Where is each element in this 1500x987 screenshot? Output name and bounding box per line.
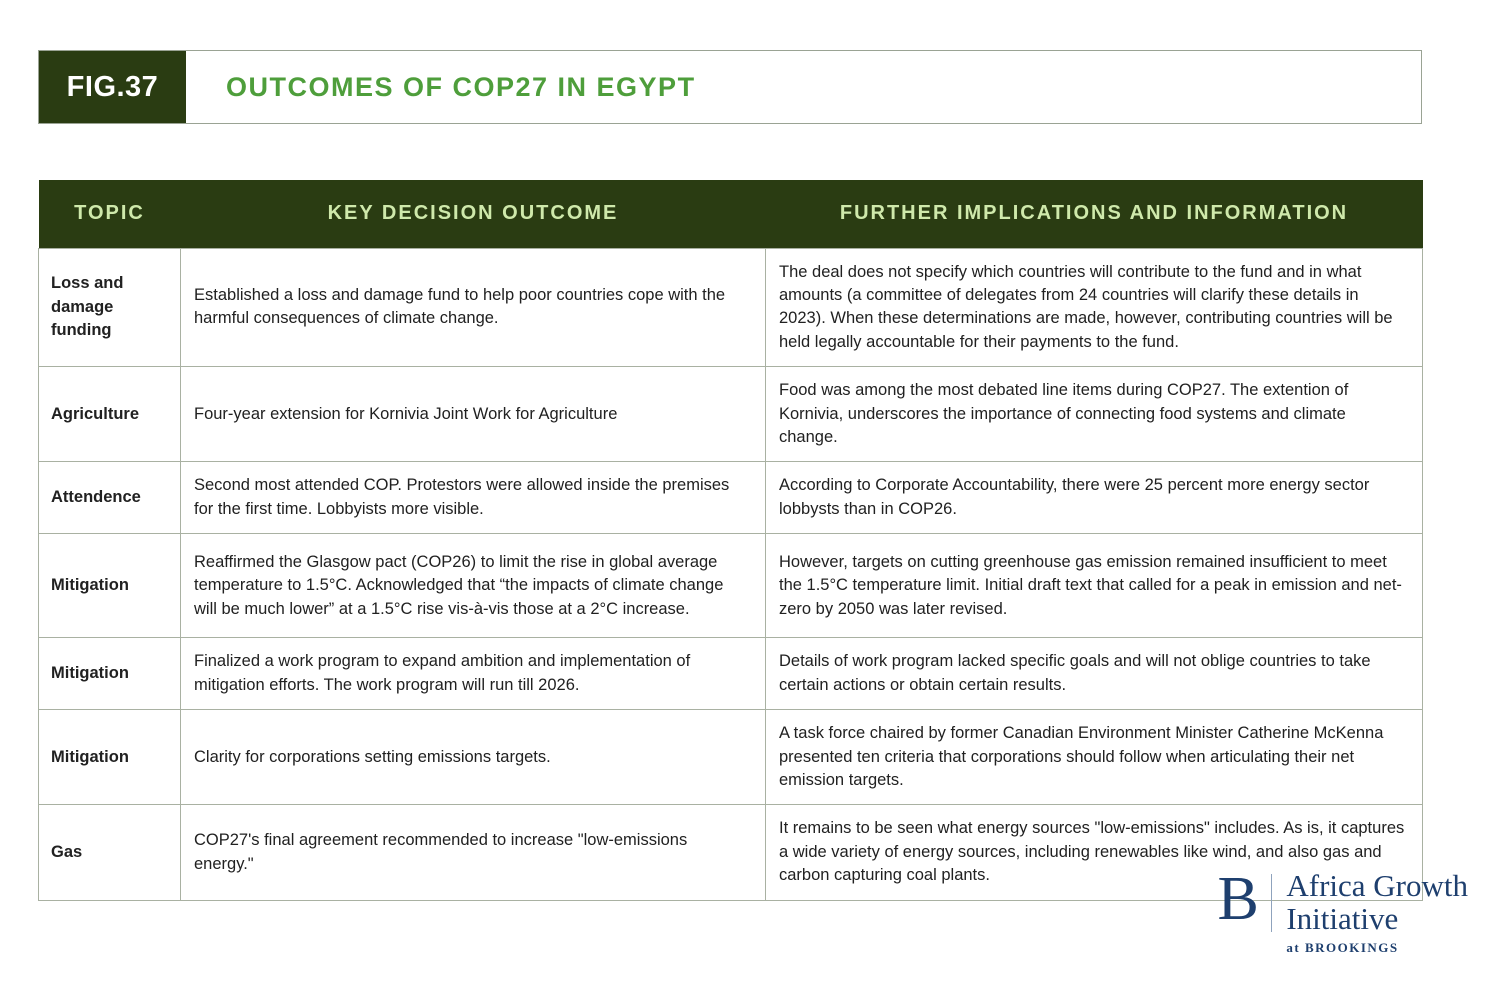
outcome-cell: Established a loss and damage fund to help poor countries cope with the harmful consequences of climate change. [181,248,766,367]
outcome-cell: Four-year extension for Kornivia Joint Work for Agriculture [181,367,766,462]
column-header-key-decision-outcome: KEY DECISION OUTCOME [181,180,766,248]
implications-cell: A task force chaired by former Canadian Environment Minister Catherine McKenna presented ten criteria that corporations should follow when articulating their net emission targets. [766,710,1423,805]
topic-cell: Mitigation [39,710,181,805]
implications-cell: However, targets on cutting greenhouse gas emission remained insufficient to meet the 1.5°C temperature limit. Initial draft text that called for a peak in emission and net-zero by 2050 was later revised. [766,534,1423,638]
logo-name-line1: Africa Growth [1286,868,1468,903]
cop27-outcomes-table [38,180,1423,901]
logo-text [1286,870,1468,956]
brookings-b-icon: B [1217,865,1259,933]
topic-cell: Gas [39,805,181,900]
figure-number-label: FIG.37 [39,51,186,123]
implications-cell: It remains to be seen what energy sources "low-emissions" includes. As is, it captures a wide variety of energy sources, including renewables like wind, and also gas and carbon capturing coal plants. [766,805,1423,900]
topic-cell: Attendence [39,462,181,534]
table-row [39,462,1423,534]
topic-cell: Agriculture [39,367,181,462]
africa-growth-initiative-logo [1217,865,1469,956]
outcome-cell: Clarity for corporations setting emissions targets. [181,710,766,805]
implications-cell: Food was among the most debated line items during COP27. The extention of Kornivia, underscores the importance of connecting food systems and climate change. [766,367,1423,462]
outcome-cell: COP27's final agreement recommended to increase "low-emissions energy." [181,805,766,900]
logo-name-line2: Initiative [1286,900,1399,936]
outcome-cell: Reaffirmed the Glasgow pact (COP26) to limit the rise in global average temperature to 1.5°C. Acknowledged that “the impacts of climate change will be much lower” at a 1.5°C rise vis-à-vis those at a 2°C increase. [181,534,766,638]
implications-cell: Details of work program lacked specific goals and will not oblige countries to take certain actions or obtain certain results. [766,638,1423,710]
table-header-row [39,180,1423,248]
figure-header [38,50,1422,124]
outcome-cell: Second most attended COP. Protestors were allowed inside the premises for the first time. Lobbyists more visible. [181,462,766,534]
logo-tagline: at BROOKINGS [1286,940,1399,956]
outcome-cell: Finalized a work program to expand ambition and implementation of mitigation efforts. The work program will run till 2026. [181,638,766,710]
table-row [39,638,1423,710]
column-header-topic: TOPIC [39,180,181,248]
topic-cell: Loss and damage funding [39,248,181,367]
implications-cell: The deal does not specify which countries will contribute to the fund and in what amounts (a committee of delegates from 24 countries will clarify these details in 2023). When these determinations are made, however, contributing countries will be held legally accountable for their payments to the fund. [766,248,1423,367]
table-body [39,248,1423,900]
topic-cell: Mitigation [39,638,181,710]
table-row [39,367,1423,462]
topic-cell: Mitigation [39,534,181,638]
column-header-further-implications: FURTHER IMPLICATIONS AND INFORMATION [766,180,1423,248]
table-row [39,534,1423,638]
table-row [39,248,1423,367]
logo-divider [1271,874,1273,932]
implications-cell: According to Corporate Accountability, there were 25 percent more energy sector lobbysts than in COP26. [766,462,1423,534]
table-row [39,710,1423,805]
figure-title: OUTCOMES OF COP27 IN EGYPT [226,71,696,102]
table-row [39,805,1423,900]
